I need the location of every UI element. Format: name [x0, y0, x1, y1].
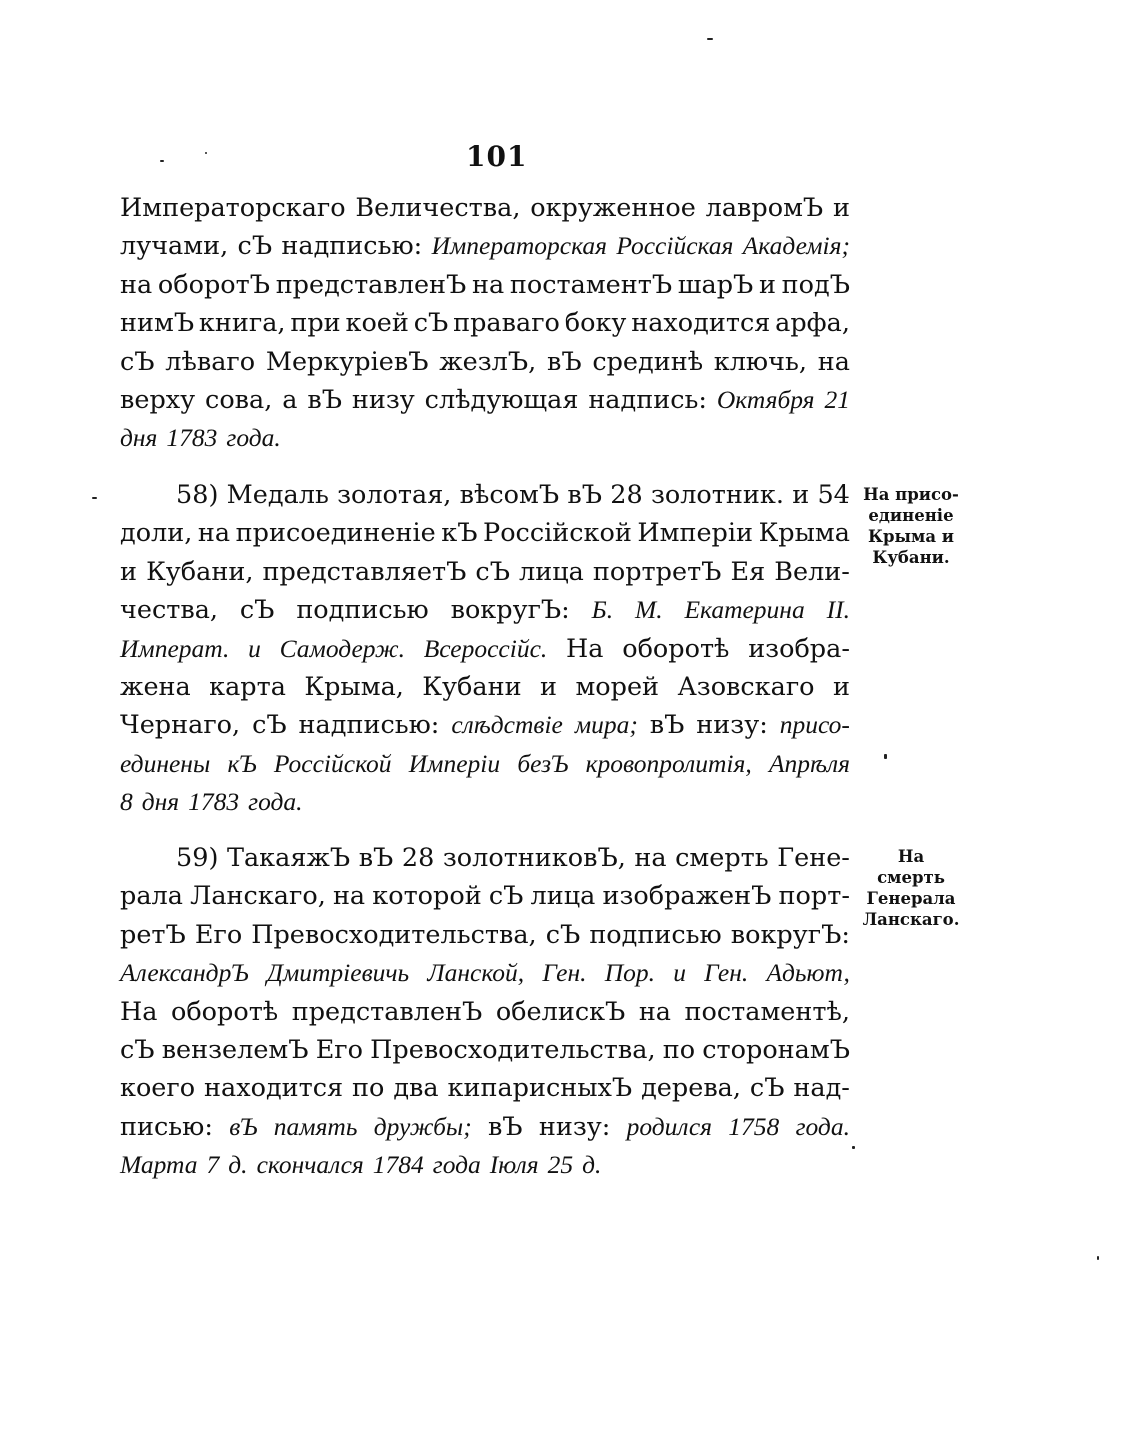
word: золотая,	[337, 480, 452, 510]
text-line	[120, 630, 850, 668]
italic-word: дня	[141, 787, 180, 817]
word: книга,	[198, 308, 286, 339]
word: на	[120, 269, 153, 300]
word: обелискЪ	[495, 996, 626, 1027]
word: смерть	[675, 843, 769, 873]
word: Медаль	[226, 480, 329, 510]
italic-word: Самодерж.	[279, 633, 405, 663]
scan-speck	[205, 152, 207, 154]
word: сЪ	[239, 595, 275, 626]
word: рала	[120, 881, 183, 912]
word: Величества,	[355, 193, 521, 223]
word: писью:	[120, 1111, 213, 1142]
word: изобра-	[748, 633, 850, 664]
scan-speck	[707, 38, 713, 40]
word: лучами,	[120, 231, 229, 262]
word: 59)	[176, 843, 219, 873]
word: оборотЪ	[157, 269, 270, 300]
word: и	[120, 556, 137, 587]
text-line	[120, 993, 850, 1031]
word: Гене-	[777, 843, 850, 873]
word: Превосходительства,	[251, 919, 537, 950]
word: на	[197, 518, 231, 549]
italic-word: Іюля	[489, 1150, 539, 1180]
margin-note-line: Ланскаго.	[862, 910, 960, 929]
word: дерева,	[641, 1073, 741, 1104]
word: сЪ	[120, 1034, 155, 1065]
italic-word: М.	[634, 595, 663, 625]
text-line	[120, 839, 850, 877]
word: представленЪ	[275, 269, 467, 300]
text-line	[120, 1069, 850, 1107]
word: На	[120, 996, 158, 1027]
word: над-	[793, 1073, 850, 1104]
word: Крыма,	[304, 671, 404, 702]
text-line	[120, 514, 850, 552]
italic-word: присо-	[779, 710, 850, 740]
margin-note-line: На	[897, 847, 925, 866]
italic-word: АлександрЪ	[120, 958, 249, 988]
word: сЪ	[545, 919, 581, 950]
word: сЪ	[252, 710, 287, 741]
word: низу:	[538, 1111, 611, 1142]
word: вѣсомЪ	[459, 480, 560, 510]
word: золотниковЪ,	[442, 843, 626, 873]
word: боку	[564, 308, 627, 339]
italic-word: Россійская	[616, 231, 734, 261]
word: Кубани,	[146, 556, 254, 587]
paragraph-57-continuation	[120, 189, 850, 458]
word: Ея	[730, 556, 766, 587]
text-line	[120, 1031, 850, 1069]
word: которой	[372, 881, 482, 912]
italic-word: и	[673, 958, 686, 988]
italic-word: 25	[547, 1150, 574, 1180]
margin-note-line: На присо-	[863, 485, 959, 504]
word: постаментЪ	[509, 269, 673, 300]
italic-word: Всероссійс.	[423, 633, 548, 663]
word: подписью	[589, 919, 722, 950]
word: жена	[120, 671, 191, 702]
word: и	[832, 671, 850, 702]
word: лѣваго	[165, 346, 256, 377]
word: на	[634, 843, 667, 873]
text-line	[120, 1146, 850, 1184]
word: и	[540, 671, 558, 702]
word: кЪ	[441, 518, 478, 549]
italic-word: года	[432, 1150, 481, 1180]
word: и	[832, 193, 850, 223]
word: лица	[530, 881, 596, 912]
paragraph-58	[120, 476, 850, 822]
word: надпись:	[588, 384, 707, 415]
word: кипарисныхЪ	[447, 1073, 633, 1104]
italic-word: Марта	[120, 1150, 198, 1180]
word: срединѣ	[592, 346, 704, 377]
word: Его	[194, 919, 243, 950]
word: сова,	[205, 384, 273, 415]
word: два	[393, 1073, 439, 1104]
margin-note-line: Генерала	[866, 889, 956, 908]
word: подписью	[296, 595, 429, 626]
word: лица	[519, 556, 584, 587]
italic-word: Б.	[591, 595, 614, 625]
word: шарЪ	[677, 269, 754, 300]
italic-word: д.	[582, 1150, 602, 1180]
scan-speck	[160, 160, 164, 162]
word: вЪ	[546, 346, 582, 377]
italic-word: вЪ	[229, 1111, 258, 1141]
word: Крыма	[758, 518, 850, 549]
text-line	[120, 381, 850, 419]
word: вокругЪ:	[730, 919, 850, 950]
word: МеркуріевЪ	[265, 346, 429, 377]
margin-note-line: смерть	[877, 868, 945, 887]
word: низу:	[696, 710, 768, 741]
italic-word: безЪ	[517, 748, 569, 778]
word: на	[471, 269, 505, 300]
word: сЪ	[488, 881, 524, 912]
word: лавромЪ	[705, 193, 824, 223]
paragraph-59	[120, 839, 850, 1185]
word: 54	[817, 480, 850, 510]
text-line	[120, 1108, 850, 1146]
word: сторонамЪ	[702, 1034, 850, 1065]
italic-word: Ланской,	[427, 958, 525, 988]
word: представляетЪ	[262, 556, 467, 587]
word: Ланскаго,	[190, 881, 326, 912]
text-line	[120, 745, 850, 783]
margin-note-line: Крыма и	[867, 527, 955, 546]
italic-word: Императ.	[120, 633, 230, 663]
margin-note-lanskoy-death	[852, 846, 970, 930]
text-line	[120, 553, 850, 591]
word: вЪ	[567, 480, 603, 510]
word: Его	[315, 1034, 364, 1065]
word: ТакаяжЪ	[226, 843, 351, 873]
margin-note-line: Кубани.	[872, 548, 950, 567]
word: карта	[209, 671, 286, 702]
italic-word: 21	[824, 384, 850, 414]
scan-speck	[1097, 1256, 1099, 1260]
italic-word: Академія;	[742, 231, 850, 261]
word: морей	[575, 671, 660, 702]
italic-word: память	[273, 1111, 358, 1141]
word: оборотѣ	[622, 633, 730, 664]
word: Императорскаго	[120, 193, 346, 223]
word: оборотѣ	[170, 996, 279, 1027]
italic-word: года.	[795, 1111, 850, 1141]
scan-speck	[852, 1146, 855, 1149]
word: доли,	[120, 518, 193, 549]
word: 58)	[176, 480, 219, 510]
word: 28	[401, 843, 435, 873]
word: и	[758, 269, 776, 300]
italic-word: Дмитріевичь	[266, 958, 410, 988]
word: сЪ	[413, 308, 449, 339]
italic-word: д.	[228, 1150, 248, 1180]
word: жезлЪ,	[439, 346, 537, 377]
word: чества,	[120, 595, 219, 626]
word: находится	[204, 1073, 344, 1104]
word: Имперіи	[637, 518, 754, 549]
word: коего	[120, 1073, 196, 1104]
word: Азовскаго	[677, 671, 815, 702]
word: сЪ	[237, 231, 273, 262]
italic-word: дня	[120, 423, 158, 453]
italic-word: 8	[120, 787, 133, 817]
word: арфа,	[775, 308, 850, 339]
word: по	[662, 1034, 696, 1065]
word: ретЪ	[120, 919, 186, 950]
word: золотник.	[650, 480, 784, 510]
word: порт-	[778, 881, 850, 912]
word: коей	[345, 308, 409, 339]
italic-word: Пор.	[604, 958, 655, 988]
word: по	[352, 1073, 385, 1104]
text-line	[120, 783, 850, 821]
word: а	[282, 384, 298, 415]
word: на	[638, 996, 672, 1027]
word: Превосходительства,	[370, 1034, 656, 1065]
italic-word: родился	[626, 1111, 713, 1141]
margin-note-crimea-kuban	[855, 484, 967, 568]
scan-speck	[92, 497, 97, 499]
text-line	[120, 877, 850, 915]
italic-word: кЪ	[227, 748, 257, 778]
text-line	[120, 266, 850, 304]
word: сЪ	[120, 346, 155, 377]
italic-word: Апрѣля	[768, 748, 850, 778]
word: вЪ	[649, 710, 685, 741]
word: представленЪ	[291, 996, 483, 1027]
italic-word: года.	[248, 787, 303, 817]
word: вензелемЪ	[161, 1034, 309, 1065]
word: присоединеніе	[235, 518, 436, 549]
text-line	[120, 954, 850, 992]
italic-word: 1783	[166, 423, 218, 453]
italic-word: единены	[120, 748, 211, 778]
word: нимЪ	[120, 308, 195, 339]
word: на	[817, 346, 850, 377]
word: Вели-	[774, 556, 850, 587]
page-number: 101	[466, 140, 528, 173]
word: находится	[631, 308, 771, 339]
word: Кубани	[422, 671, 522, 702]
text-line	[120, 706, 850, 744]
italic-word: Октября	[716, 384, 815, 414]
italic-word: и	[248, 633, 261, 663]
word: праваго	[453, 308, 560, 339]
italic-word: Ген.	[542, 958, 587, 988]
italic-word: 1783	[188, 787, 240, 817]
italic-word: 7	[206, 1150, 220, 1180]
text-line	[120, 343, 850, 381]
italic-word: Россійской	[273, 748, 392, 778]
italic-word: года.	[226, 423, 281, 453]
italic-word: 1758	[728, 1111, 780, 1141]
word: низу	[351, 384, 415, 415]
italic-word: слѣдствіе	[451, 710, 563, 740]
word: портретЪ	[592, 556, 722, 587]
word: надписью:	[281, 231, 423, 262]
text-line	[120, 419, 850, 457]
word: верху	[120, 384, 196, 415]
word: вЪ	[487, 1111, 523, 1142]
word: слѣдующая	[424, 384, 579, 415]
italic-word: Имперіи	[408, 748, 501, 778]
italic-word: Ген.	[704, 958, 749, 988]
text-line	[120, 591, 850, 629]
text-line	[120, 916, 850, 954]
word: Россійской	[483, 518, 632, 549]
word: вЪ	[358, 843, 394, 873]
italic-word: Императорская	[431, 231, 607, 261]
italic-word: скончался	[256, 1150, 364, 1180]
word: подЪ	[781, 269, 850, 300]
italic-word: кровопролитія,	[585, 748, 752, 778]
word: Чернаго,	[120, 710, 241, 741]
word: на	[332, 881, 366, 912]
scan-speck	[884, 754, 887, 759]
word: вокругЪ:	[450, 595, 570, 626]
word: окруженное	[530, 193, 696, 223]
italic-word: дружбы;	[373, 1111, 472, 1141]
italic-word: Адьют,	[766, 958, 850, 988]
word: На	[566, 633, 604, 664]
text-line	[120, 476, 850, 514]
word: 28	[610, 480, 643, 510]
text-line	[120, 227, 850, 265]
italic-word: II.	[826, 595, 850, 625]
word: и	[792, 480, 810, 510]
margin-note-line: единеніе	[868, 506, 954, 525]
word: ключь,	[713, 346, 807, 377]
italic-word: 1784	[372, 1150, 424, 1180]
italic-word: Екатерина	[684, 595, 805, 625]
word: надписью:	[298, 710, 440, 741]
text-line	[120, 304, 850, 342]
word: сЪ	[475, 556, 510, 587]
text-line	[120, 189, 850, 227]
word: сЪ	[749, 1073, 785, 1104]
word: вЪ	[307, 384, 342, 415]
word: изображенЪ	[602, 881, 772, 912]
word: при	[290, 308, 341, 339]
italic-word: мира;	[574, 710, 638, 740]
word: постаментѣ,	[684, 996, 850, 1027]
text-line	[120, 668, 850, 706]
